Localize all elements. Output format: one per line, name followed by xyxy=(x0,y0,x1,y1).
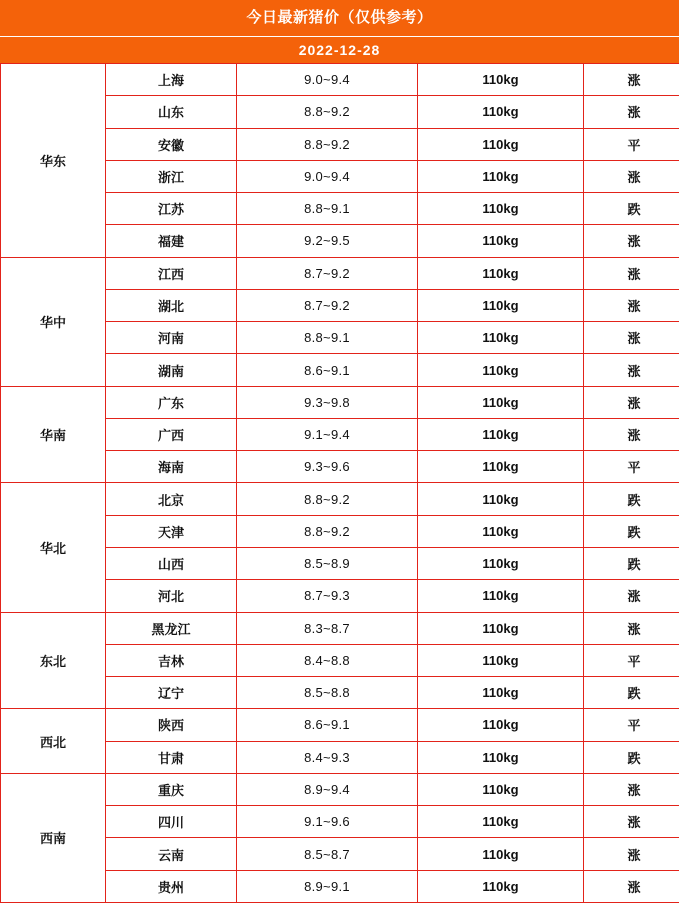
weight-cell: 110kg xyxy=(418,451,584,483)
province-cell: 湖南 xyxy=(106,354,237,386)
province-cell: 重庆 xyxy=(106,773,237,805)
region-cell: 华南 xyxy=(1,386,106,483)
trend-cell: 涨 xyxy=(584,612,679,644)
price-cell: 8.5~8.7 xyxy=(237,838,418,870)
trend-cell: 涨 xyxy=(584,225,679,257)
region-cell: 华中 xyxy=(1,257,106,386)
price-cell: 8.8~9.2 xyxy=(237,96,418,128)
weight-cell: 110kg xyxy=(418,322,584,354)
price-cell: 9.1~9.6 xyxy=(237,806,418,838)
province-cell: 甘肃 xyxy=(106,741,237,773)
price-cell: 8.7~9.2 xyxy=(237,289,418,321)
price-cell: 9.2~9.5 xyxy=(237,225,418,257)
province-cell: 陕西 xyxy=(106,709,237,741)
weight-cell: 110kg xyxy=(418,870,584,902)
weight-cell: 110kg xyxy=(418,96,584,128)
price-cell: 8.6~9.1 xyxy=(237,709,418,741)
price-cell: 8.8~9.1 xyxy=(237,193,418,225)
trend-cell: 涨 xyxy=(584,160,679,192)
province-cell: 辽宁 xyxy=(106,677,237,709)
weight-cell: 110kg xyxy=(418,709,584,741)
trend-cell: 平 xyxy=(584,644,679,676)
weight-cell: 110kg xyxy=(418,386,584,418)
trend-cell: 跌 xyxy=(584,193,679,225)
province-cell: 湖北 xyxy=(106,289,237,321)
trend-cell: 涨 xyxy=(584,96,679,128)
province-cell: 江苏 xyxy=(106,193,237,225)
weight-cell: 110kg xyxy=(418,128,584,160)
weight-cell: 110kg xyxy=(418,547,584,579)
table-row xyxy=(1,612,679,644)
province-cell: 北京 xyxy=(106,483,237,515)
price-cell: 8.3~8.7 xyxy=(237,612,418,644)
weight-cell: 110kg xyxy=(418,677,584,709)
price-cell: 8.7~9.3 xyxy=(237,580,418,612)
weight-cell: 110kg xyxy=(418,160,584,192)
trend-cell: 平 xyxy=(584,451,679,483)
price-cell: 8.8~9.2 xyxy=(237,483,418,515)
province-cell: 山东 xyxy=(106,96,237,128)
province-cell: 福建 xyxy=(106,225,237,257)
trend-cell: 涨 xyxy=(584,64,679,96)
province-cell: 上海 xyxy=(106,64,237,96)
price-cell: 8.9~9.1 xyxy=(237,870,418,902)
province-cell: 浙江 xyxy=(106,160,237,192)
weight-cell: 110kg xyxy=(418,773,584,805)
table-row xyxy=(1,257,679,289)
province-cell: 四川 xyxy=(106,806,237,838)
weight-cell: 110kg xyxy=(418,612,584,644)
weight-cell: 110kg xyxy=(418,225,584,257)
trend-cell: 跌 xyxy=(584,677,679,709)
trend-cell: 跌 xyxy=(584,547,679,579)
province-cell: 河北 xyxy=(106,580,237,612)
trend-cell: 跌 xyxy=(584,483,679,515)
weight-cell: 110kg xyxy=(418,64,584,96)
price-cell: 8.8~9.2 xyxy=(237,515,418,547)
weight-cell: 110kg xyxy=(418,289,584,321)
price-table xyxy=(0,63,679,903)
price-cell: 8.8~9.2 xyxy=(237,128,418,160)
page-title: 今日最新猪价（仅供参考） xyxy=(0,0,679,36)
province-cell: 云南 xyxy=(106,838,237,870)
weight-cell: 110kg xyxy=(418,257,584,289)
trend-cell: 涨 xyxy=(584,289,679,321)
report-date: 2022-12-28 xyxy=(0,36,679,63)
price-cell: 8.4~8.8 xyxy=(237,644,418,676)
trend-cell: 涨 xyxy=(584,838,679,870)
province-cell: 吉林 xyxy=(106,644,237,676)
price-cell: 9.0~9.4 xyxy=(237,64,418,96)
weight-cell: 110kg xyxy=(418,644,584,676)
weight-cell: 110kg xyxy=(418,418,584,450)
table-row xyxy=(1,386,679,418)
price-cell: 8.6~9.1 xyxy=(237,354,418,386)
weight-cell: 110kg xyxy=(418,515,584,547)
table-row xyxy=(1,773,679,805)
price-cell: 8.5~8.9 xyxy=(237,547,418,579)
price-cell: 8.8~9.1 xyxy=(237,322,418,354)
trend-cell: 涨 xyxy=(584,580,679,612)
price-cell: 9.1~9.4 xyxy=(237,418,418,450)
price-cell: 9.0~9.4 xyxy=(237,160,418,192)
province-cell: 黑龙江 xyxy=(106,612,237,644)
trend-cell: 涨 xyxy=(584,354,679,386)
region-cell: 西南 xyxy=(1,773,106,902)
trend-cell: 涨 xyxy=(584,870,679,902)
province-cell: 广东 xyxy=(106,386,237,418)
trend-cell: 平 xyxy=(584,709,679,741)
price-cell: 9.3~9.6 xyxy=(237,451,418,483)
price-table-body xyxy=(1,64,679,903)
price-cell: 8.5~8.8 xyxy=(237,677,418,709)
price-cell: 8.7~9.2 xyxy=(237,257,418,289)
price-cell: 8.9~9.4 xyxy=(237,773,418,805)
table-row xyxy=(1,64,679,96)
weight-cell: 110kg xyxy=(418,193,584,225)
province-cell: 安徽 xyxy=(106,128,237,160)
region-cell: 西北 xyxy=(1,709,106,774)
table-row xyxy=(1,709,679,741)
weight-cell: 110kg xyxy=(418,806,584,838)
trend-cell: 平 xyxy=(584,128,679,160)
weight-cell: 110kg xyxy=(418,838,584,870)
province-cell: 广西 xyxy=(106,418,237,450)
province-cell: 海南 xyxy=(106,451,237,483)
trend-cell: 跌 xyxy=(584,741,679,773)
trend-cell: 涨 xyxy=(584,418,679,450)
trend-cell: 涨 xyxy=(584,257,679,289)
province-cell: 河南 xyxy=(106,322,237,354)
region-cell: 东北 xyxy=(1,612,106,709)
weight-cell: 110kg xyxy=(418,354,584,386)
weight-cell: 110kg xyxy=(418,483,584,515)
trend-cell: 涨 xyxy=(584,806,679,838)
province-cell: 贵州 xyxy=(106,870,237,902)
trend-cell: 涨 xyxy=(584,773,679,805)
weight-cell: 110kg xyxy=(418,580,584,612)
region-cell: 华北 xyxy=(1,483,106,612)
weight-cell: 110kg xyxy=(418,741,584,773)
province-cell: 山西 xyxy=(106,547,237,579)
trend-cell: 涨 xyxy=(584,322,679,354)
price-cell: 8.4~9.3 xyxy=(237,741,418,773)
region-cell: 华东 xyxy=(1,64,106,258)
province-cell: 江西 xyxy=(106,257,237,289)
table-row xyxy=(1,483,679,515)
trend-cell: 涨 xyxy=(584,386,679,418)
price-cell: 9.3~9.8 xyxy=(237,386,418,418)
province-cell: 天津 xyxy=(106,515,237,547)
trend-cell: 跌 xyxy=(584,515,679,547)
